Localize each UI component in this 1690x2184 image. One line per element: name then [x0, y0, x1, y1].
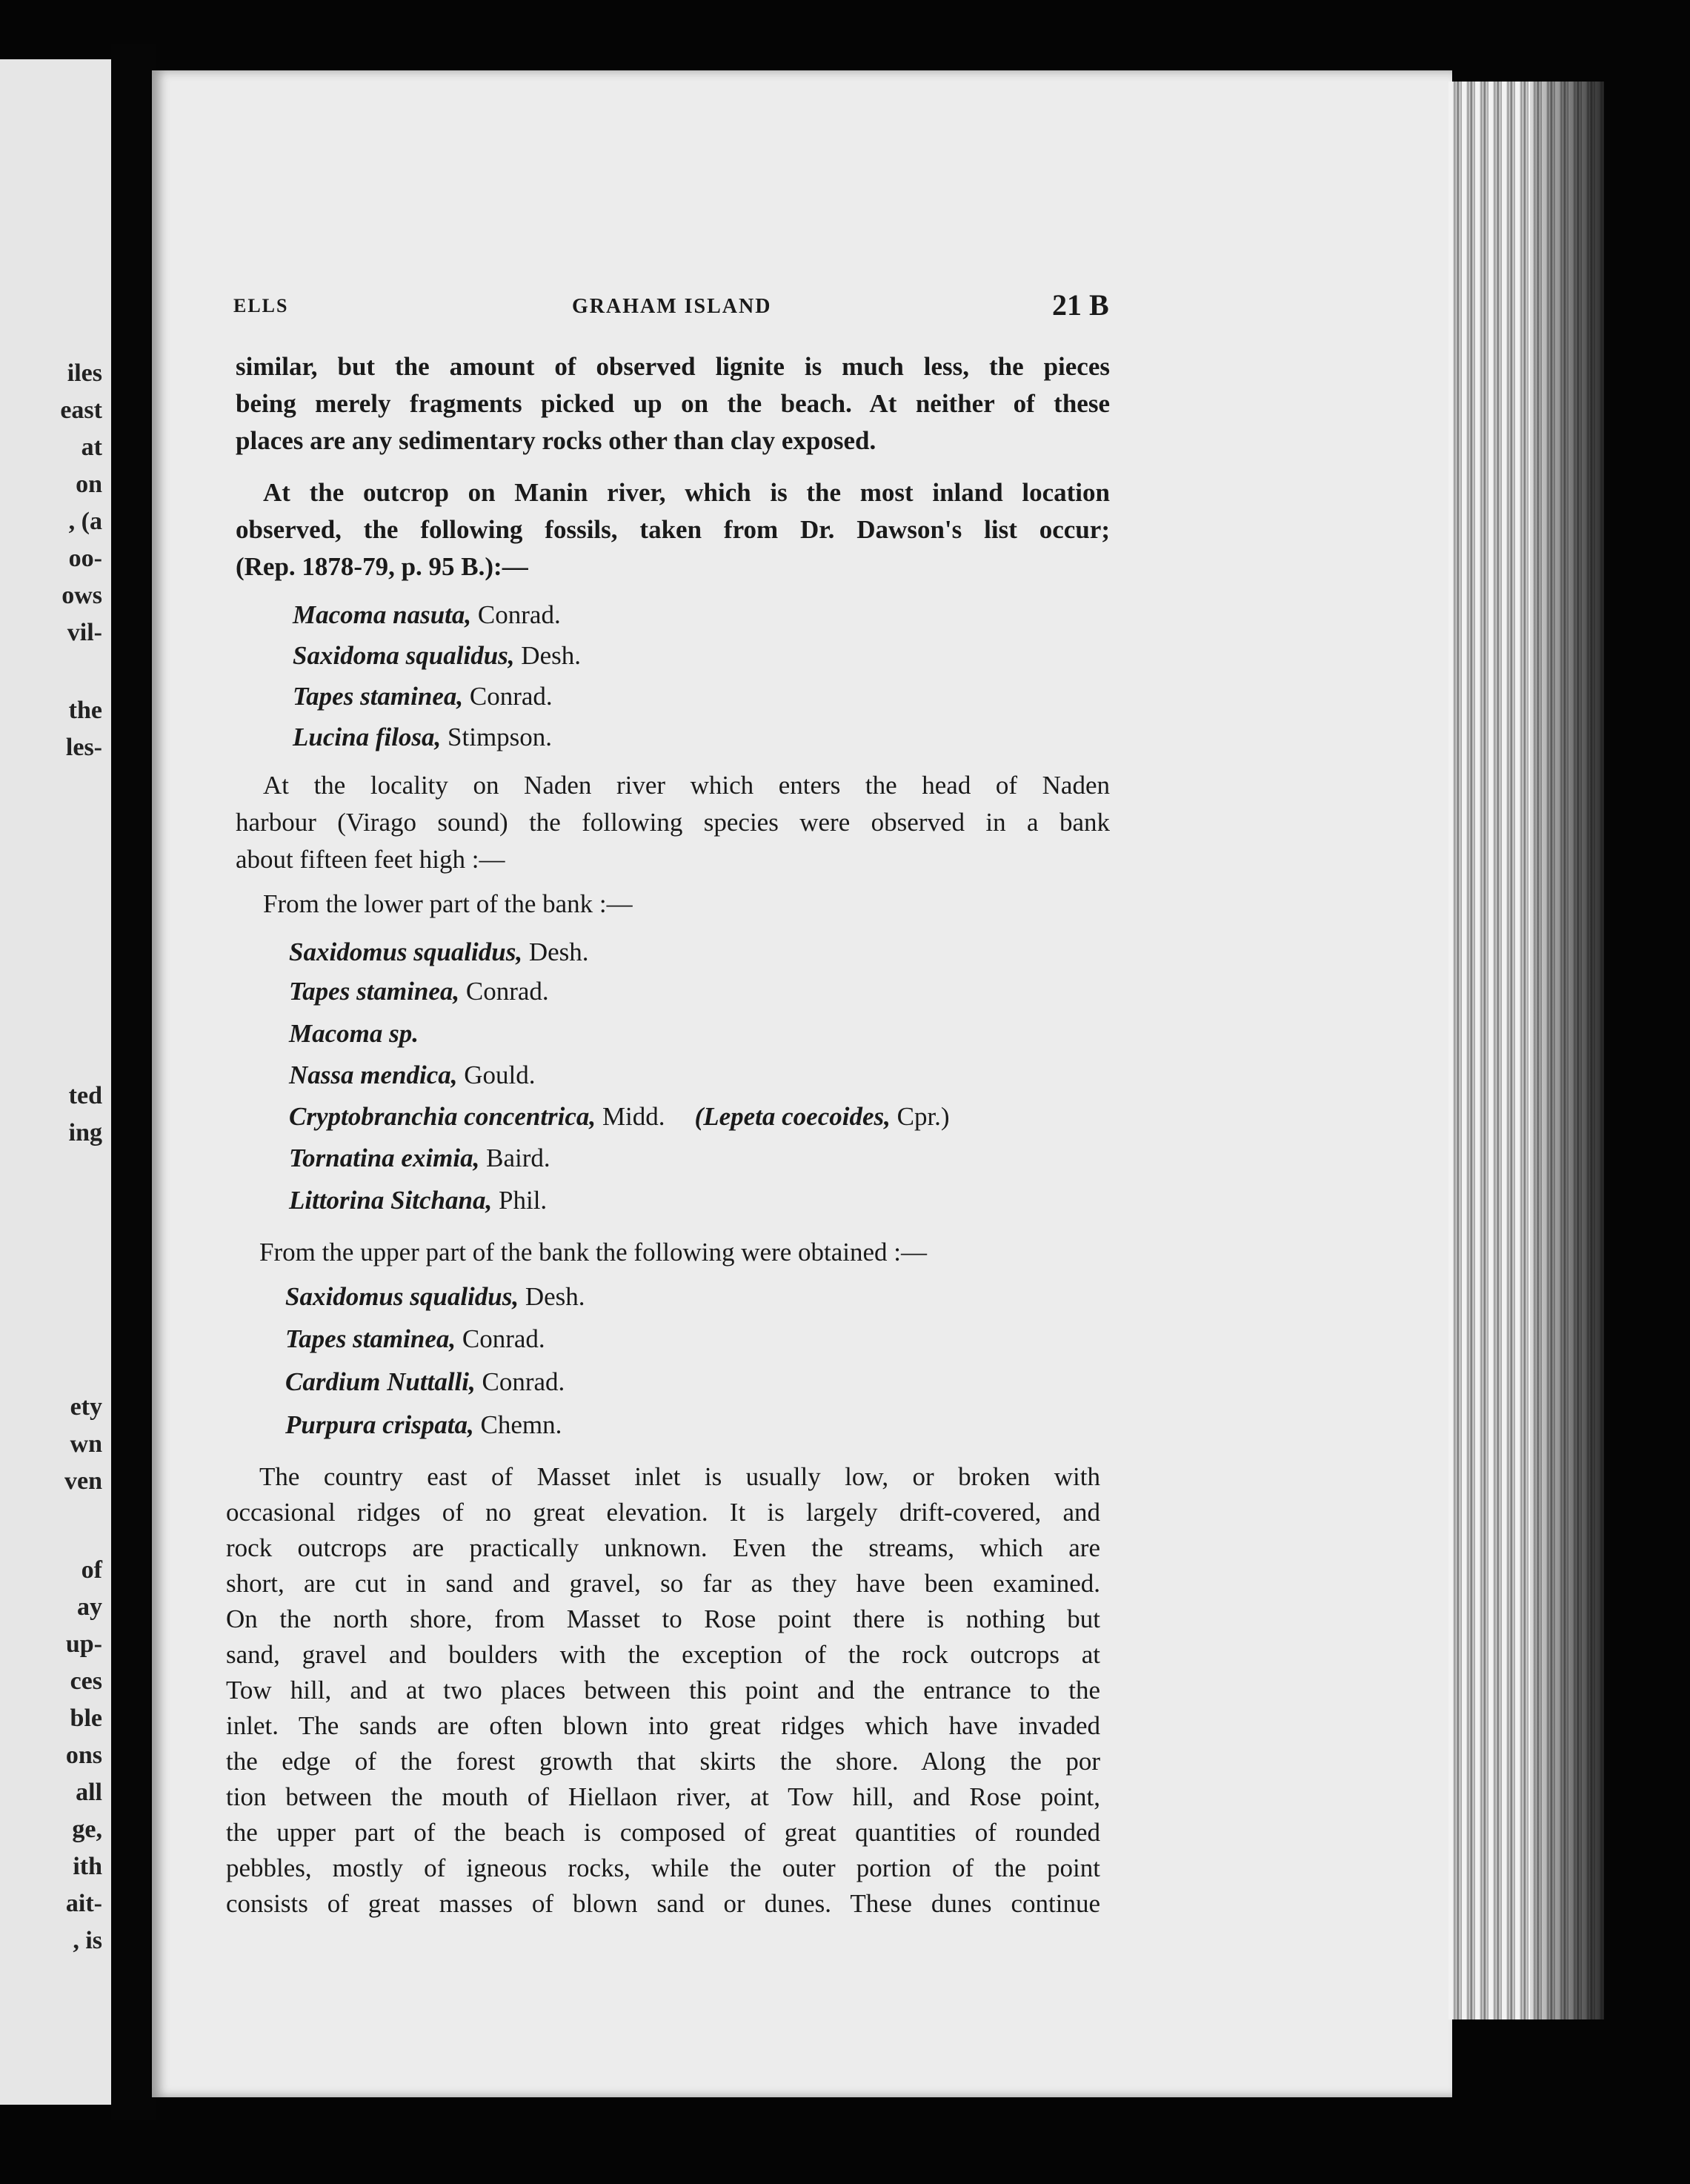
species-author: Chemn. — [473, 1410, 562, 1439]
left-page-fragment: east — [60, 396, 102, 424]
species-author: Desh. — [514, 641, 581, 670]
left-page-fragment: ith — [73, 1853, 102, 1880]
left-page-fragment: , (a — [68, 508, 102, 535]
running-head-left: ELLS — [233, 295, 289, 316]
left-page-fragment: les- — [65, 734, 102, 761]
text-line: rock outcrops are practically unknown. Even the streams, which are — [226, 1533, 1100, 1562]
species-entry — [293, 597, 561, 634]
species-name: Cardium Nuttalli, — [285, 1367, 476, 1396]
text-line: tion between the mouth of Hiellaon river, at Tow hill, and Rose point, — [226, 1782, 1100, 1811]
text-line: From the upper part of the bank the following were obtained :— — [259, 1238, 928, 1267]
species-synonym-name: (Lepeta coecoides, — [694, 1102, 891, 1131]
species-author: Conrad. — [456, 1324, 545, 1353]
left-page-fragment: vil- — [67, 619, 102, 646]
species-author: Phil. — [492, 1186, 548, 1215]
text-line: short, are cut in sand and gravel, so far as they have been examined. — [226, 1569, 1100, 1598]
species-entry — [289, 1057, 536, 1094]
species-name: Littorina Sitchana, — [289, 1186, 493, 1215]
species-author: Desh. — [522, 937, 589, 966]
left-page-fragment: of — [81, 1556, 102, 1584]
left-page-fragment: ven — [64, 1467, 102, 1495]
text-line: The country east of Masset inlet is usually low, or broken with — [259, 1462, 1100, 1491]
species-author: Conrad. — [463, 682, 553, 711]
species-entry — [285, 1364, 565, 1401]
species-entry — [289, 1098, 950, 1135]
left-page-fragment: ows — [61, 582, 102, 609]
text-line: consists of great masses of blown sand or dunes. These dunes continue — [226, 1889, 1100, 1918]
left-page-fragment: up- — [65, 1630, 102, 1658]
species-name: Macoma sp. — [289, 1019, 419, 1048]
text-line: sand, gravel and boulders with the exception of the rock outcrops at — [226, 1640, 1100, 1669]
species-author: Midd. — [596, 1102, 665, 1131]
left-page-fragment: ety — [70, 1393, 102, 1421]
species-entry — [285, 1407, 562, 1444]
left-page-fragment: ted — [68, 1082, 102, 1109]
left-page-fragment: ble — [70, 1705, 102, 1732]
species-author: Baird. — [479, 1144, 550, 1172]
species-name: Saxidomus squalidus, — [289, 937, 523, 966]
left-page-fragment: ing — [68, 1119, 102, 1146]
text-line: harbour (Virago sound) the following species were observed in a bank — [236, 808, 1110, 837]
species-author: Stimpson. — [441, 723, 553, 751]
left-page-fragment: , is — [73, 1927, 102, 1954]
left-page-fragment: ay — [77, 1593, 102, 1621]
left-page-fragment: oo- — [68, 545, 102, 572]
text-line: being merely fragments picked up on the beach. At neither of these — [236, 389, 1110, 418]
species-name: Tornatina eximia, — [289, 1144, 480, 1172]
species-author: Conrad. — [459, 977, 549, 1006]
left-facing-page — [0, 59, 111, 2105]
text-line: about fifteen feet high :— — [236, 845, 505, 874]
species-author: Gould. — [457, 1061, 536, 1089]
text-line: observed, the following fossils, taken from Dr. Dawson's list occur; — [236, 515, 1110, 544]
text-line: inlet. The sands are often blown into great ridges which have invaded — [226, 1711, 1100, 1740]
species-entry — [289, 1015, 419, 1052]
left-page-fragment: at — [81, 434, 102, 461]
left-page-fragment: ge, — [72, 1816, 102, 1843]
page-number: 21 B — [1052, 288, 1109, 322]
species-author: Conrad. — [471, 600, 561, 629]
species-name: Lucina filosa, — [293, 723, 442, 751]
left-page-fragment: on — [76, 471, 102, 498]
page-edges — [1448, 82, 1604, 2019]
text-line: the upper part of the beach is composed of great quantities of rounded — [226, 1818, 1100, 1847]
species-entry — [289, 934, 589, 971]
species-entry — [289, 1182, 547, 1219]
species-author: Conrad. — [475, 1367, 565, 1396]
left-page-fragment: iles — [67, 359, 102, 387]
text-line: occasional ridges of no great elevation. It is largely drift-covered, and — [226, 1498, 1100, 1527]
species-name: Saxidomus squalidus, — [285, 1282, 519, 1311]
species-entry — [289, 1140, 550, 1177]
text-line: At the outcrop on Manin river, which is the most inland location — [263, 478, 1110, 507]
left-page-fragment: the — [68, 697, 102, 724]
species-name: Saxidoma squalidus, — [293, 641, 515, 670]
species-name: Tapes staminea, — [293, 682, 464, 711]
species-entry — [293, 637, 581, 674]
text-line: the edge of the forest growth that skirts the shore. Along the por — [226, 1747, 1100, 1776]
species-entry — [293, 678, 553, 715]
species-name: Purpura crispata, — [285, 1410, 474, 1439]
species-entry — [289, 973, 549, 1010]
running-head-title: GRAHAM ISLAND — [572, 295, 772, 318]
text-line: On the north shore, from Masset to Rose point there is nothing but — [226, 1604, 1100, 1633]
species-name: Macoma nasuta, — [293, 600, 472, 629]
species-entry — [285, 1321, 545, 1358]
left-page-fragment: ait- — [65, 1890, 102, 1917]
species-entry — [285, 1278, 585, 1315]
left-page-fragment: wn — [70, 1430, 102, 1458]
text-line: At the locality on Naden river which enters the head of Naden — [263, 771, 1110, 800]
species-name: Cryptobranchia concentrica, — [289, 1102, 596, 1131]
left-page-fragment: all — [76, 1779, 102, 1806]
species-name: Nassa mendica, — [289, 1061, 458, 1089]
species-name: Tapes staminea, — [289, 977, 460, 1006]
species-author: Desh. — [519, 1282, 585, 1311]
text-line: From the lower part of the bank :— — [263, 889, 633, 918]
page-edge-shadow — [1530, 82, 1604, 2019]
species-name: Tapes staminea, — [285, 1324, 456, 1353]
species-synonym-author: Cpr.) — [890, 1102, 950, 1131]
text-line: (Rep. 1878-79, p. 95 B.):— — [236, 552, 528, 581]
book-gutter — [111, 44, 156, 2120]
text-line: Tow hill, and at two places between this point and the entrance to the — [226, 1676, 1100, 1705]
left-page-fragment: ons — [65, 1742, 102, 1769]
text-line: similar, but the amount of observed lignite is much less, the pieces — [236, 352, 1110, 381]
left-page-fragment: ces — [70, 1667, 102, 1695]
text-line: pebbles, mostly of igneous rocks, while the outer portion of the point — [226, 1853, 1100, 1882]
species-entry — [293, 719, 552, 756]
text-line: places are any sedimentary rocks other than clay exposed. — [236, 426, 876, 455]
